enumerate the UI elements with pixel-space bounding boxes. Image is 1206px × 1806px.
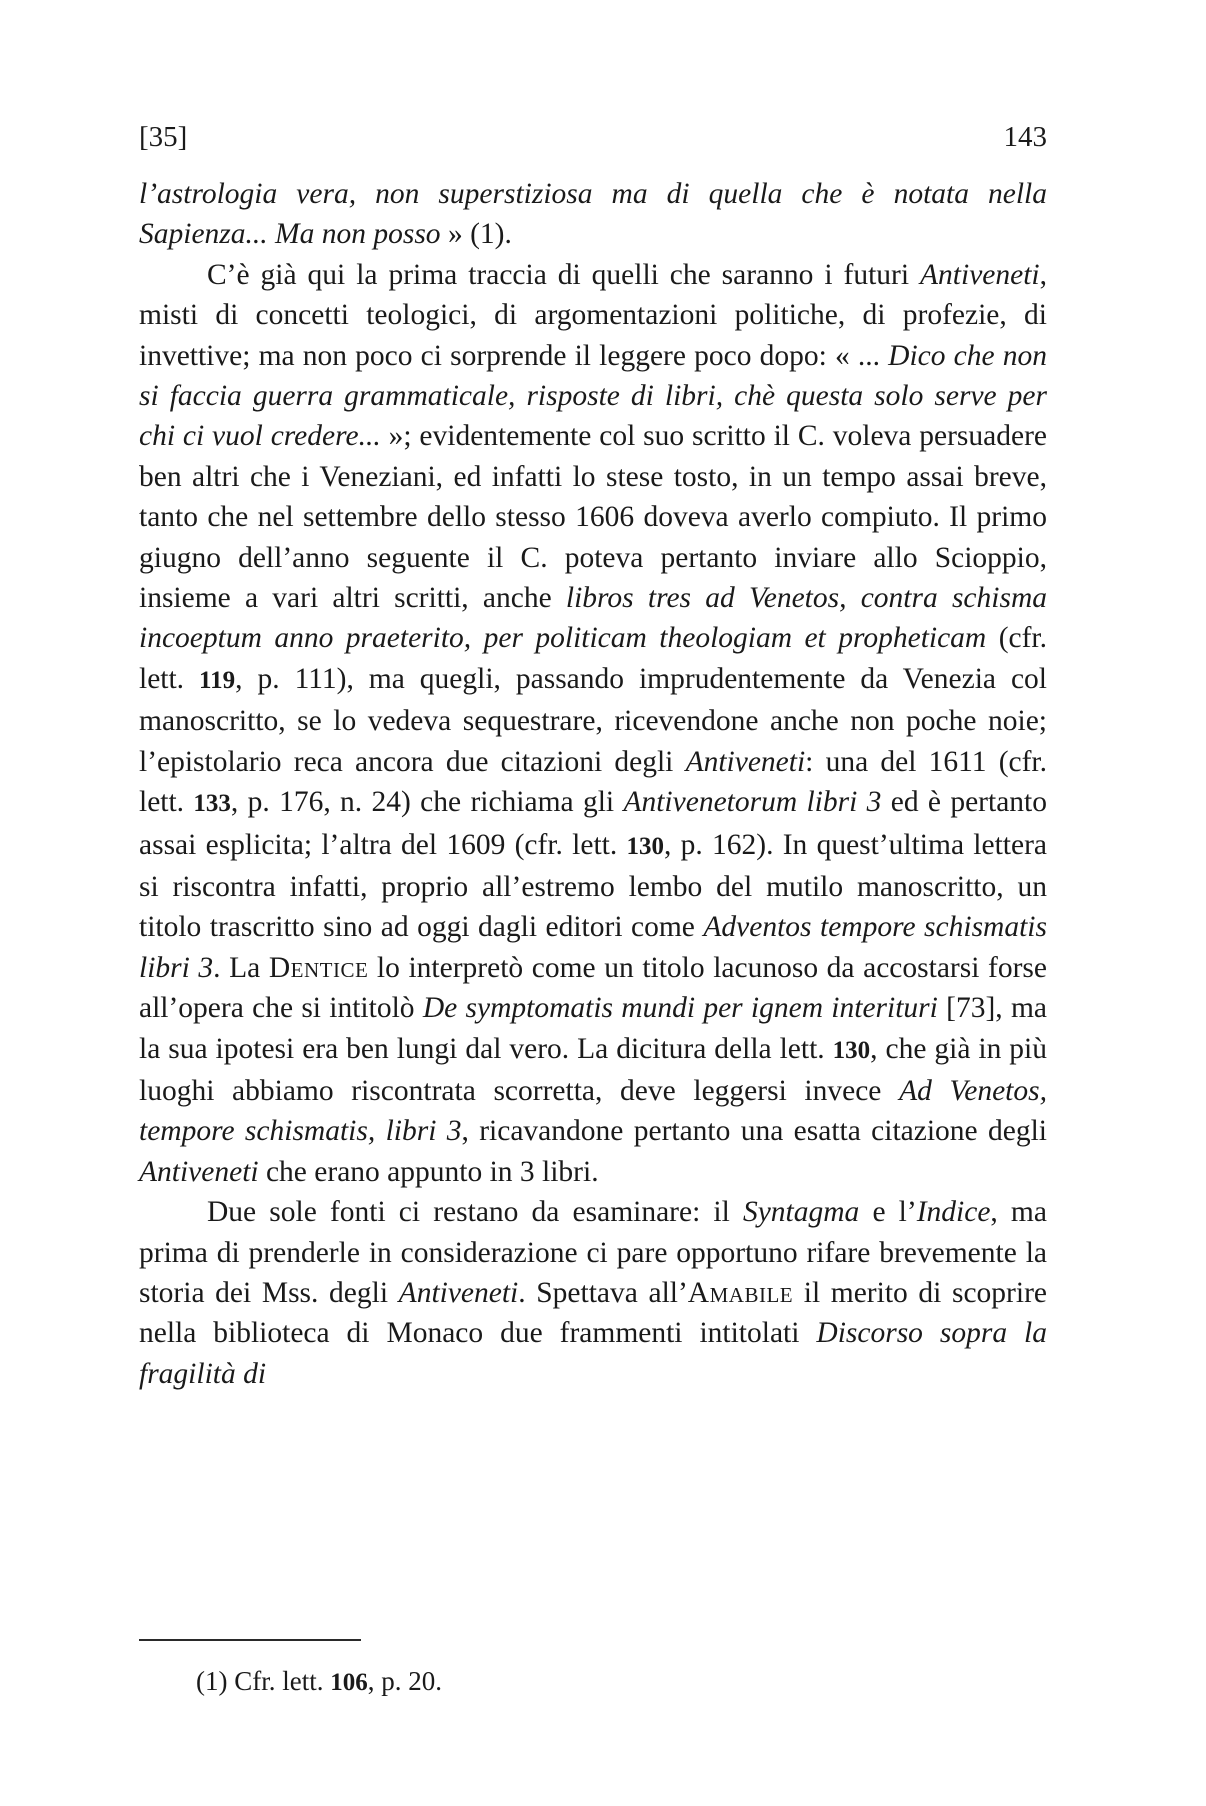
text-run: » (1). xyxy=(440,218,512,251)
text-run: , ricavandone pertanto una esatta citazione degli xyxy=(461,1115,1047,1148)
italic-title: Discorso sopra la fragilità di xyxy=(139,1317,1047,1390)
text-run: lo interpretò come un titolo lacunoso da accostarsi forse all’opera che si intitolò xyxy=(139,951,1047,1025)
italic-title: Indice xyxy=(916,1196,991,1229)
footnote xyxy=(196,1666,442,1697)
italic-title: Antiveneti xyxy=(398,1276,519,1309)
text-run: . La xyxy=(213,951,269,984)
page-number: 143 xyxy=(1003,121,1047,153)
quotation-italic: l’astrologia vera, non superstiziosa ma di quella che è notata nella Sapienza... Ma non posso xyxy=(139,178,1047,251)
text-run: che erano appunto in 3 libri. xyxy=(258,1155,599,1188)
italic-title: Antivenetorum libri 3 xyxy=(623,786,882,819)
text-run: , p. 20. xyxy=(367,1666,442,1696)
letter-number: 130 xyxy=(626,832,664,860)
text-run: , p. 111), ma quegli, passando imprudentemente da Venezia col manoscritto, se lo vedeva sequestrare, ricevendone anche non poche noie; l’epistolario reca ancora due citazioni degli xyxy=(139,662,1047,778)
letter-number: 106 xyxy=(330,1669,368,1696)
letter-number: 133 xyxy=(193,790,231,818)
italic-title: Antiveneti xyxy=(139,1155,259,1188)
paragraph-2 xyxy=(139,255,1047,1192)
text-run: , che già in più luoghi abbiamo riscontrata scorretta, deve leggersi invece xyxy=(139,1032,1048,1107)
text-run: (cfr. lett. xyxy=(139,622,1048,695)
text-run: ed è pertanto assai esplicita; l’altra del 1609 (cfr. lett. xyxy=(139,786,1047,861)
letter-number: 119 xyxy=(199,666,236,694)
italic-title: De symptomatis mundi per ignem interituri xyxy=(422,992,938,1025)
text-run: »; evidentemente col suo scritto il C. voleva persuadere ben altri che i Veneziani, ed infatti lo stese tosto, in un tempo assai breve, tanto che nel settembre dello stesso 1606 doveva averlo compiuto. Il primo giugno dell’anno seguente il C. poteva pertanto inviare allo Scioppio, insieme a vari altri scritti, anche xyxy=(139,420,1048,615)
italic-title: Antiveneti xyxy=(920,258,1040,291)
body-text xyxy=(139,174,1047,1394)
text-run: , p. 176, n. 24) che richiama gli xyxy=(230,786,624,819)
author-name: Amabile xyxy=(687,1276,794,1309)
italic-title: Adventos tempore schismatis libri 3 xyxy=(139,911,1047,984)
italic-title: libros tres ad Venetos, contra schisma incoeptum anno praeterito, per politicam theologiam et propheticam xyxy=(139,582,1047,655)
footnote-rule xyxy=(139,1639,361,1641)
paragraph-3 xyxy=(139,1192,1047,1394)
text-run: [73], ma la sua ipotesi era ben lungi dal vero. La dicitura della lett. xyxy=(139,992,1047,1065)
text-run: C’è già qui la prima traccia di quelli che saranno i futuri xyxy=(207,258,921,291)
text-run: il merito di scoprire nella biblioteca di Monaco due frammenti intitolati xyxy=(139,1276,1047,1350)
text-run: (1) Cfr. lett. xyxy=(196,1666,331,1696)
italic-title: Antiveneti xyxy=(685,745,806,778)
section-number: [35] xyxy=(139,121,188,153)
text-run: , misti di concetti teologici, di argomentazioni politiche, di profezie, di invettive; ma non poco ci sorprende il leggere poco dopo: « ... xyxy=(139,258,1047,372)
running-head xyxy=(139,121,1047,157)
text-run: Due sole fonti ci restano da esaminare: il xyxy=(207,1196,743,1229)
text-run: e l’ xyxy=(859,1196,917,1229)
author-name: Dentice xyxy=(268,951,369,984)
quotation-italic: Dico che non si faccia guerra grammaticale, risposte di libri, chè questa solo serve per chi ci vuol credere... xyxy=(139,339,1048,453)
letter-number: 130 xyxy=(832,1036,871,1064)
italic-title: Syntagma xyxy=(742,1196,860,1229)
italic-title: Ad Venetos, tempore schismatis, libri 3 xyxy=(139,1074,1047,1148)
text-run: . Spettava all’ xyxy=(518,1276,688,1309)
text-run: : una del 1611 (cfr. lett. xyxy=(139,745,1047,819)
text-run: , ma prima di prenderle in considerazione ci pare opportuno rifare brevemente la storia dei Mss. degli xyxy=(139,1196,1047,1309)
text-run: , p. 162). In quest’ultima lettera si riscontra infatti, proprio all’estremo lembo del mutilo manoscritto, un titolo trascritto sino ad oggi dagli editori come xyxy=(139,828,1047,944)
paragraph-1 xyxy=(139,174,1047,255)
